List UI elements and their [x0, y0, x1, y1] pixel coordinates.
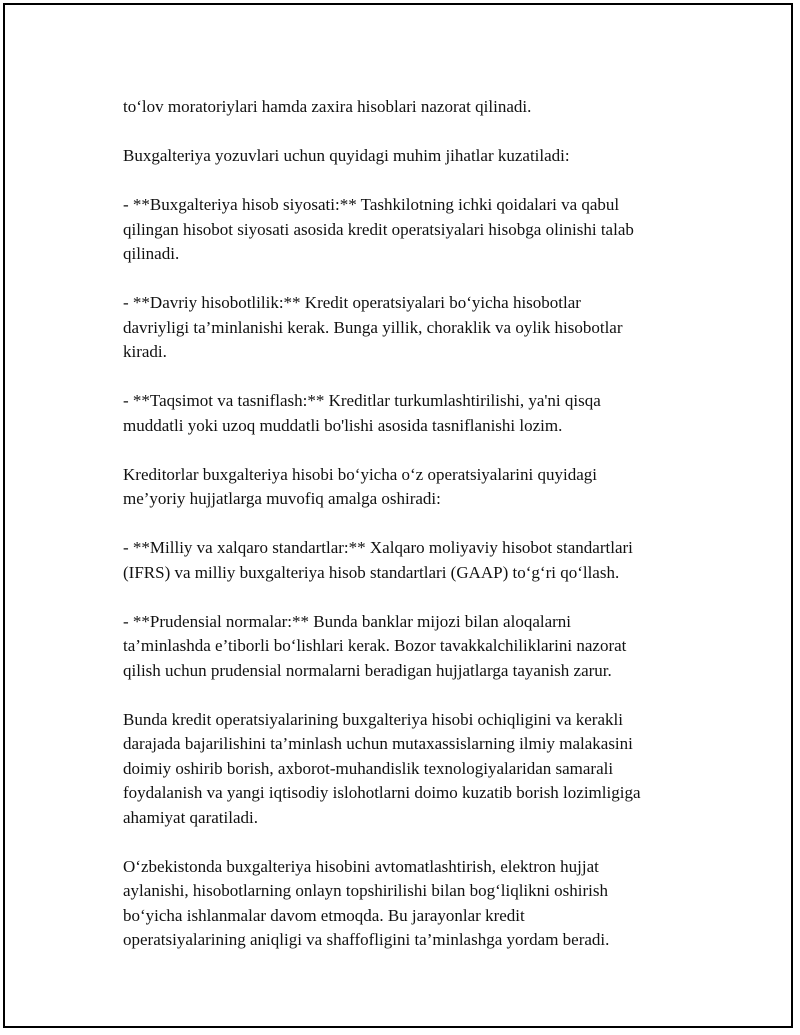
list-item-periodic-reporting: - **Davriy hisobotlilik:** Kredit operatsiyalari bo‘yicha hisobotlar davriyligi ta’minlanishi kerak. Bunga yillik, choraklik va oylik hisobotlar kiradi. [123, 293, 623, 361]
list-item-accounting-policy: - **Buxgalteriya hisob siyosati:** Tashkilotning ichki qoidalari va qabul qilingan hisobot siyosati asosida kredit operatsiyalari hisobga olinishi talab qilinadi. [123, 195, 634, 263]
document-body [123, 95, 693, 953]
paragraph-transparency: Bunda kredit operatsiyalarining buxgalteriya hisobi ochiqligini va kerakli darajada bajarilishini ta’minlash uchun mutaxassislarning ilmiy malakasini doimiy oshirib borish, axborot-muhandislik texnologiyalaridan samarali foydalanish va yangi iqtisodiy islohotlarni doimo kuzatib borish lozimligiga ahamiyat qaratiladi. [123, 709, 641, 827]
paragraph-automation: O‘zbekistonda buxgalteriya hisobini avtomatlashtirish, elektron hujjat aylanishi, hisobotlarning onlayn topshirilishi bilan bog‘liqlikni oshirish bo‘yicha ishlanmalar davom etmoqda. Bu jarayonlar kredit operatsiyalarining aniqligi va shaffofligini ta’minlashga yordam beradi. [123, 856, 610, 949]
list-item-classification: - **Taqsimot va tasniflash:** Kreditlar turkumlashtirilishi, ya'ni qisqa muddatli yoki uzoq muddatli bo'lishi asosida tasniflanishi lozim. [123, 391, 601, 435]
list-item-standards: - **Milliy va xalqaro standartlar:** Xalqaro moliyaviy hisobot standartlari (IFRS) va milliy buxgalteriya hisob standartlari (GAAP) to‘g‘ri qo‘llash. [123, 538, 633, 582]
paragraph-regulatory-docs-intro: Kreditorlar buxgalteriya hisobi bo‘yicha o‘z operatsiyalarini quyidagi me’yoriy hujjatlarga muvofiq amalga oshiradi: [123, 464, 597, 508]
list-item-prudential-norms: - **Prudensial normalar:** Bunda banklar mijozi bilan aloqalarni ta’minlashda e’tiborli bo‘lishlari kerak. Bozor tavakkalchiliklarini nazorat qilish uchun prudensial normalarni beradigan hujjatlarga tayanish zarur. [123, 611, 627, 680]
paragraph-moratorium: to‘lov moratoriylari hamda zaxira hisoblari nazorat qilinadi. [123, 97, 532, 116]
paragraph-accounting-aspects-intro: Buxgalteriya yozuvlari uchun quyidagi muhim jihatlar kuzatiladi: [123, 146, 570, 165]
page-frame [3, 3, 793, 1028]
